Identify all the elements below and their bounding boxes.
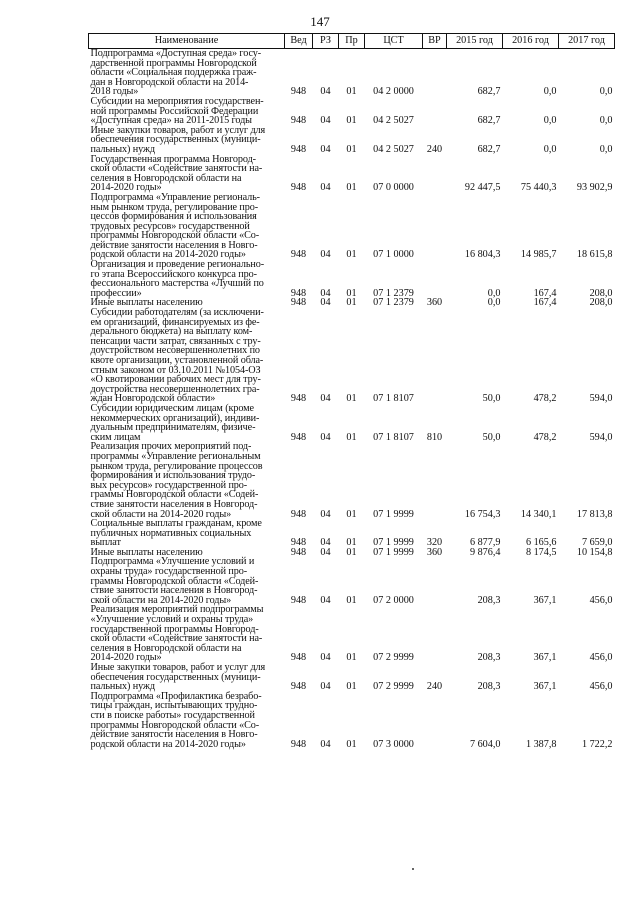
row-pr: 01 — [346, 86, 357, 98]
row-cst: 07 1 0000 — [373, 249, 414, 261]
row-cst: 07 2 0000 — [373, 594, 414, 606]
row-pr: 01 — [346, 537, 357, 549]
row-ved: 948 — [290, 182, 307, 194]
row-name: Иные выплаты населению — [90, 546, 203, 558]
header-2015: 2015 год — [447, 34, 503, 49]
row-2016: 75 440,3 — [520, 182, 557, 194]
row-rz: 04 — [320, 182, 331, 194]
row-pr: 01 — [346, 143, 357, 155]
table-row — [89, 308, 615, 404]
row-vr: 240 — [426, 681, 443, 693]
row-vr — [423, 557, 447, 605]
row-2015: 16 754,3 — [464, 508, 501, 520]
row-2016: 0,0 — [543, 86, 557, 98]
table-row — [89, 155, 615, 193]
row-cst: 07 1 9999 — [373, 537, 414, 549]
row-2016: 167,4 — [533, 297, 557, 309]
row-2017: 7 659,0 — [581, 537, 613, 549]
row-2015: 0,0 — [487, 287, 501, 299]
row-rz: 04 — [320, 287, 331, 299]
row-2016: 6 165,6 — [525, 537, 557, 549]
row-name: Иные закупки товаров, работ и услуг для обеспечения государственных (муници- пальных) нужд — [90, 124, 266, 155]
row-rz: 04 — [320, 143, 331, 155]
row-cst: 07 1 2379 — [373, 297, 414, 309]
row-ved: 948 — [290, 508, 307, 520]
row-ved: 948 — [290, 86, 307, 98]
table-header-row — [89, 34, 615, 49]
header-2017: 2017 год — [559, 34, 615, 49]
header-rz: РЗ — [313, 34, 339, 49]
row-2016: 367,1 — [533, 681, 557, 693]
row-rz: 04 — [320, 738, 331, 750]
header-vr: ВР — [423, 34, 447, 49]
row-2016: 478,2 — [533, 431, 557, 443]
row-pr: 01 — [346, 393, 357, 405]
row-ved: 948 — [290, 431, 307, 443]
row-name: Подпрограмма «Улучшение условий и охраны труда» государственной про- граммы Новгородской области «Содей- ствие занятости населения в Новгород- ской области на 2014-2020 годы» — [90, 556, 259, 606]
row-ved: 948 — [290, 297, 307, 309]
row-rz: 04 — [320, 431, 331, 443]
row-pr: 01 — [346, 182, 357, 194]
row-cst: 07 2 9999 — [373, 652, 414, 664]
row-2016: 478,2 — [533, 393, 557, 405]
row-vr — [423, 692, 447, 750]
row-2015: 7 604,0 — [469, 738, 501, 750]
row-cst: 07 0 0000 — [373, 182, 414, 194]
row-cst: 07 1 9999 — [373, 546, 414, 558]
header-2016: 2016 год — [503, 34, 559, 49]
row-2016: 14 340,1 — [520, 508, 557, 520]
table-row — [89, 193, 615, 260]
row-2017: 93 902,9 — [576, 182, 613, 194]
row-vr — [423, 97, 447, 126]
row-cst: 07 2 9999 — [373, 681, 414, 693]
row-rz: 04 — [320, 115, 331, 127]
row-name: Субсидии работодателям (за исключени- ем организаций, финансируемых из фе- дерального бюджета) на выплату ком- пенсации части затрат, связанных с тру- доустройством несовершеннолетних по квоте организации, установленной обла- стным законом от 03.10.2011 №1054-ОЗ «О квотировании рабочих мест для тру- доустройства несовершеннолетних гра- ждан Новгородской области» — [90, 307, 264, 405]
row-pr: 01 — [346, 738, 357, 750]
row-2015: 682,7 — [477, 115, 501, 127]
row-2017: 208,0 — [589, 297, 613, 309]
row-vr — [423, 155, 447, 193]
row-name: Реализация мероприятий подпрограммы «Улучшение условий и охраны труда» государственной программы Новгород- ской области «Содействие занятости на- селения в Новгородской области на 2014-2020 годы» — [90, 604, 264, 664]
row-2017: 0,0 — [599, 143, 613, 155]
row-ved: 948 — [290, 393, 307, 405]
row-cst: 07 1 8107 — [373, 393, 414, 405]
row-2015: 208,3 — [477, 652, 501, 664]
row-vr — [423, 605, 447, 663]
row-ved: 948 — [290, 143, 307, 155]
table-row — [89, 442, 615, 519]
table-row — [89, 692, 615, 750]
table-row — [89, 260, 615, 298]
row-name: Подпрограмма «Управление региональ- ным рынком труда, регулирование про- цессов формирования и использования трудовых ресурсов» государственной программы Новгородской области «Со- действие занятости населения в Новго- родской области на 2014-2020 годы» — [90, 191, 260, 261]
table-row — [89, 97, 615, 126]
row-pr: 01 — [346, 287, 357, 299]
row-pr: 01 — [346, 297, 357, 309]
row-name: Реализация прочих мероприятий под- программы «Управление региональным рынком труда, регулирование процессов формирования и использования трудо- вых ресурсов» государственной про- граммы Новгородской области «Содей- ствие занятости населения в Новгород- ской области на 2014-2020 годы» — [90, 441, 263, 520]
header-ved: Вед — [285, 34, 313, 49]
row-2015: 208,3 — [477, 681, 501, 693]
row-name: Социальные выплаты гражданам, кроме публичных нормативных социальных выплат — [90, 518, 262, 549]
row-2015: 50,0 — [482, 393, 501, 405]
row-2016: 0,0 — [543, 143, 557, 155]
row-cst: 07 1 2379 — [373, 287, 414, 299]
row-vr — [423, 193, 447, 260]
row-2015: 92 447,5 — [464, 182, 501, 194]
row-2016: 167,4 — [533, 287, 557, 299]
row-cst: 07 1 8107 — [373, 431, 414, 443]
row-2017: 1 722,2 — [581, 738, 613, 750]
row-2015: 682,7 — [477, 86, 501, 98]
row-2016: 1 387,8 — [525, 738, 557, 750]
row-ved: 948 — [290, 594, 307, 606]
row-rz: 04 — [320, 652, 331, 664]
row-2017: 594,0 — [589, 431, 613, 443]
row-rz: 04 — [320, 249, 331, 261]
row-2017: 208,0 — [589, 287, 613, 299]
table-body — [89, 49, 615, 750]
row-vr: 240 — [426, 143, 443, 155]
header-cst: ЦСТ — [365, 34, 423, 49]
row-2015: 50,0 — [482, 431, 501, 443]
table-row — [89, 404, 615, 442]
row-pr: 01 — [346, 508, 357, 520]
row-vr: 360 — [426, 297, 443, 309]
row-name: Подпрограмма «Доступная среда» госу- дарственной программы Новгородской области «Социальная поддержка граж- дан в Новгородской области на 2014- 2018 годы» — [90, 48, 262, 98]
row-rz: 04 — [320, 546, 331, 558]
row-name: Иные выплаты населению — [90, 297, 203, 309]
row-ved: 948 — [290, 249, 307, 261]
table-row — [89, 557, 615, 605]
header-pr: Пр — [339, 34, 365, 49]
table-row — [89, 663, 615, 692]
row-ved: 948 — [290, 652, 307, 664]
page-number: 147 — [310, 14, 330, 29]
row-pr: 01 — [346, 652, 357, 664]
row-2017: 456,0 — [589, 594, 613, 606]
table-row — [89, 519, 615, 548]
row-ved: 948 — [290, 681, 307, 693]
row-pr: 01 — [346, 681, 357, 693]
row-name: Организация и проведение регионально- го этапа Всероссийского конкурса про- фессионального мастерства «Лучший по профессии» — [90, 259, 265, 299]
row-2015: 9 876,4 — [469, 546, 501, 558]
row-ved: 948 — [290, 546, 307, 558]
row-ved: 948 — [290, 287, 307, 299]
row-2015: 208,3 — [477, 594, 501, 606]
row-2017: 456,0 — [589, 652, 613, 664]
scan-dot — [412, 868, 414, 870]
row-rz: 04 — [320, 393, 331, 405]
row-name: Иные закупки товаров, работ и услуг для обеспечения государственных (муници- пальных) нужд — [90, 662, 266, 693]
row-vr — [423, 308, 447, 404]
row-name: Субсидии на мероприятия государствен- ной программы Российской Федерации «Доступная среда» на 2011-2015 годы — [90, 95, 264, 127]
row-2017: 0,0 — [599, 86, 613, 98]
row-name: Субсидии юридическим лицам (кроме некоммерческих организаций), индиви- дуальным предпринимателям, физиче- ским лицам — [90, 402, 260, 443]
row-rz: 04 — [320, 86, 331, 98]
row-cst: 07 3 0000 — [373, 738, 414, 750]
row-2017: 17 813,8 — [576, 508, 613, 520]
row-pr: 01 — [346, 115, 357, 127]
row-name: Подпрограмма «Профилактика безрабо- тицы граждан, испытывающих трудно- сти в поиске работы» государственной программы Новгородской области «Со- действие занятости населения в Новго- родской области на 2014-2020 годы» — [90, 690, 262, 750]
row-rz: 04 — [320, 681, 331, 693]
row-2017: 0,0 — [599, 115, 613, 127]
row-ved: 948 — [290, 738, 307, 750]
row-cst: 04 2 0000 — [373, 86, 414, 98]
row-cst: 04 2 5027 — [373, 115, 414, 127]
row-2017: 594,0 — [589, 393, 613, 405]
row-vr — [423, 442, 447, 519]
table-row — [89, 605, 615, 663]
row-cst: 04 2 5027 — [373, 143, 414, 155]
row-2016: 8 174,5 — [525, 546, 557, 558]
row-vr — [423, 49, 447, 97]
row-2017: 18 615,8 — [576, 249, 613, 261]
row-pr: 01 — [346, 546, 357, 558]
row-pr: 01 — [346, 431, 357, 443]
row-2016: 0,0 — [543, 115, 557, 127]
row-rz: 04 — [320, 594, 331, 606]
row-ved: 948 — [290, 537, 307, 549]
row-2015: 6 877,9 — [469, 537, 501, 549]
row-2016: 14 985,7 — [520, 249, 557, 261]
row-vr: 360 — [426, 546, 443, 558]
row-pr: 01 — [346, 249, 357, 261]
row-rz: 04 — [320, 508, 331, 520]
header-name: Наименование — [89, 34, 285, 49]
row-2015: 0,0 — [487, 297, 501, 309]
row-cst: 07 1 9999 — [373, 508, 414, 520]
row-vr: 320 — [426, 537, 443, 549]
row-vr: 810 — [426, 431, 443, 443]
row-name: Государственная программа Новгород- ской области «Содействие занятости на- селения в Новгородской области на 2014-2020 годы» — [90, 153, 263, 194]
row-2017: 456,0 — [589, 681, 613, 693]
row-rz: 04 — [320, 297, 331, 309]
row-2015: 682,7 — [477, 143, 501, 155]
budget-table — [88, 33, 615, 749]
row-vr — [423, 260, 447, 298]
row-2016: 367,1 — [533, 594, 557, 606]
row-ved: 948 — [290, 115, 307, 127]
table-row — [89, 126, 615, 155]
row-rz: 04 — [320, 537, 331, 549]
row-2016: 367,1 — [533, 652, 557, 664]
row-2017: 10 154,8 — [576, 546, 613, 558]
row-pr: 01 — [346, 594, 357, 606]
table-row — [89, 49, 615, 97]
row-2015: 16 804,3 — [464, 249, 501, 261]
